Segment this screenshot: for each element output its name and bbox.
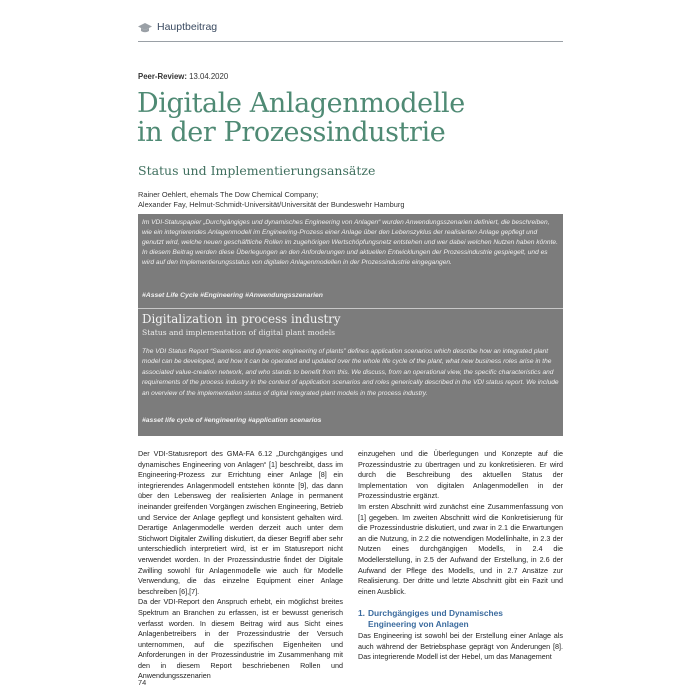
author-line: Alexander Fay, Helmut-Schmidt-Universität/Universität der Bundeswehr Hamburg [138,200,405,209]
title-line: in der Prozessindustrie [137,117,446,148]
body-column-right [358,449,563,597]
paragraph: Das Engineering ist sowohl bei der Erstellung einer Anlage als auch während der Betriebsphase geprägt von Änderungen [8]. Das integrierende Modell ist der Hebel, um das Management [358,631,563,662]
section-heading-line: Durchgängiges und Dynamisches [368,608,503,618]
section-heading-line: Engineering von Anlagen [368,618,469,629]
keywords-german: #Asset Life Cycle #Engineering #Anwendungsszenarien [142,292,323,299]
paragraph: Im ersten Abschnitt wird zunächst eine Zusammenfassung von [1] gegeben. Im zweiten Abschnitt wird die Konkretisierung für die Prozessindustrie diskutiert, und zwar in 2.1 die Erwartungen an die Nutzung, in 2.2 die notwendigen Modellinhalte, in 2.3 der Nutzen eines durchgängigen Modells, in 2.4 die Modellerstellung, in 2.5 der Aufwand der Erstellung, in 2.6 der Aufwand der Pflege des Modells, und in 2.7 Ansätze zur Realisierung. Der dritte und letzte Abschnitt gibt ein Fazit und einen Ausblick. [358,501,563,596]
abstract-english: The VDI Status Report “Seamless and dynamic engineering of plants” defines application scenarios which describe how an integrated plant model can be developed, and how it can be operated and updated over the whole life cycle of the plant, what new business roles arise in the associated value-creation network, and who stands to benefit from this. We discuss, from an operational view, the specific characteristics and requirements of the process industry in the context of application scenarios and roles generically described in the VDI status report. We include an overview of the implementation status of digital integrated plant models in the process industry. [142,348,559,397]
abstract-german: Im VDI-Statuspapier „Durchgängiges und dynamisches Engineering von Anlagen“ wurden Anwendungsszenarien definiert, die beschreiben, wie ein integrierendes Anlagenmodell im Engineering-Prozess einer Anlage über den Lebenszyklus der realisierten Anlage gepflegt und genutzt wird, welche neuen geschäftliche Rollen im zugehörigen Wertschöpfungsnetz entstehen und wer dabei welchen Nutzen haben könnte. In diesem Beitrag werden diese Überlegungen an den Anforderungen und aktuellen Entwicklungen der Prozessindustrie gespiegelt, und es wird auf den Implementierungsstatus von digitalen Anlagenmodellen in der Prozessindustrie eingegangen. [142,219,558,266]
keywords-english: #asset life cycle of #engineering #application scenarios [142,417,322,424]
authors [138,190,404,210]
mortarboard-icon [138,22,152,34]
section-body [358,631,563,663]
abstract-box [138,214,563,436]
section-header [138,20,563,41]
paragraph: einzugehen und die Überlegungen und Konzepte auf die Prozessindustrie zu übertragen und zu konkretisieren. Er wird durch die Beschreibung des aktuellen Status der Implementation von digitalen Anlagenmodellen in der Prozessindustrie ergänzt. [358,449,563,501]
peer-review-date: 13.04.2020 [189,72,229,81]
body-column-left [138,449,343,682]
peer-review-line [138,72,228,81]
english-subtitle: Status and implementation of digital plant models [142,328,336,337]
author-line: Rainer Oehlert, ehemals The Dow Chemical Company; [138,190,319,199]
peer-review-label: Peer-Review: [138,72,187,81]
page-number: 74 [138,678,147,687]
paragraph: Da der VDI-Report den Anspruch erhebt, ein möglichst breites Spektrum an Branchen zu erfassen, ist er bewusst generisch verfasst worden. In diesem Beitrag wird aus Sicht eines Anlagenbetreibers in der Prozessindustrie der Versuch unternommen, auf die spezifischen Eigenheiten und Anforderungen in der Prozessindustrie im Zusammenhang mit den in diesem Report beschriebenen Rollen und Anwendungsszenarien [138,597,343,681]
section-heading [358,608,568,629]
english-title: Digitalization in process industry [142,312,341,326]
article-subtitle: Status und Implementierungsansätze [138,163,376,178]
header-divider [138,41,563,42]
article-title [137,89,567,147]
section-number: 1. [358,608,365,618]
abstract-divider [138,308,563,309]
section-label: Hauptbeitrag [157,21,218,33]
paragraph: Der VDI-Statusreport des GMA-FA 6.12 „Durchgängiges und dynamisches Engineering von Anlagen“ [1] beschreibt, dass im Engineering-Prozess zur Errichtung einer Anlage [8] ein integrierendes Anlagenmodell entstehen könnte [9], das dann über den Lebensweg der realisierten Anlage in permanent ineinander greifenden Vorgängen zwischen Engineering, Betrieb und Service der Anlage gepflegt und konsistent gehalten wird. Derartige Anlagenmodelle werden derzeit auch unter dem Stichwort Digitaler Zwilling diskutiert, da dieser Begriff aber sehr unterschiedlich interpretiert wird, ist er im Statusreport nicht verwendet worden. In der Prozessindustrie findet der Digitale Zwilling sowohl für Anlagenmodelle wie auch für Modelle Verwendung, die das einzelne Equipment einer Anlage beschreiben [6],[7]. [138,449,343,596]
title-line: Digitale Anlagenmodelle [137,88,465,119]
